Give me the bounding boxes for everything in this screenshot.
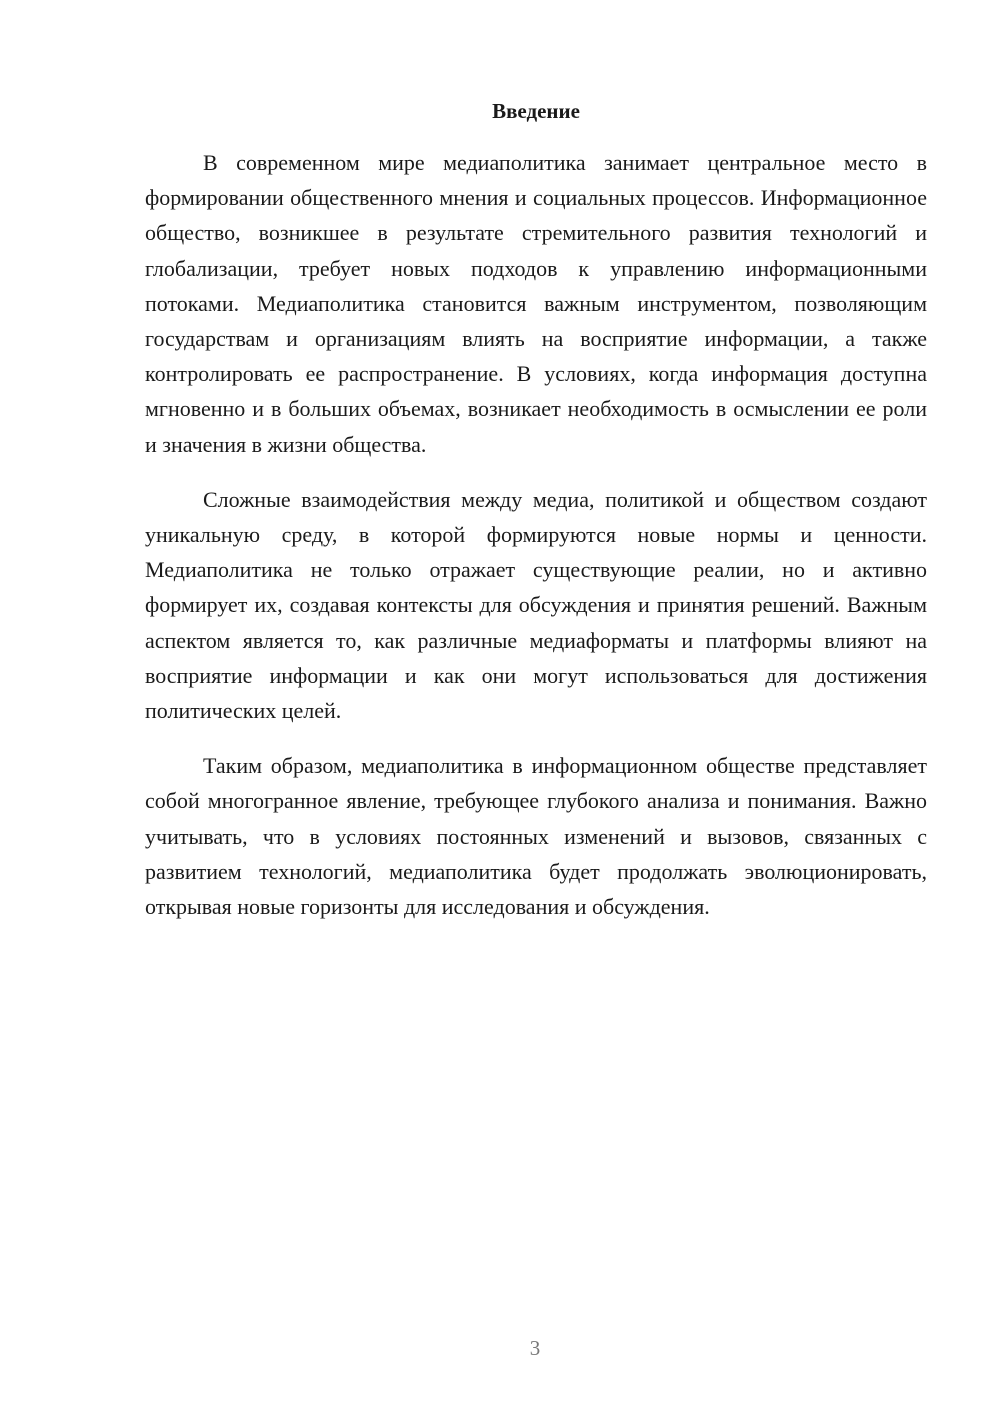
section-heading: Введение (492, 99, 580, 123)
paragraph-1: В современном мире медиаполитика занимает центральное место в формировании общественного мнения и социальных процессов. Информационное общество, возникшее в результате стремительного развития технологий и глобализации, требует новых подходов к управлению информационными потоками. Медиаполитика становится важным инструментом, позволяющим государствам и организациям влиять на восприятие информации, а также контролировать ее распространение. В условиях, когда информация доступна мгновенно и в больших объемах, возникает необходимость в осмыслении ее роли и значения в жизни общества. (145, 150, 927, 457)
paragraph-3: Таким образом, медиаполитика в информационном обществе представляет собой многогранное явление, требующее глубокого анализа и понимания. Важно учитывать, что в условиях постоянных изменений и вызовов, связанных с развитием технологий, медиаполитика будет продолжать эволюционировать, открывая новые горизонты для исследования и обсуждения. (145, 753, 927, 920)
page-number: 3 (529, 1336, 541, 1360)
page-content (145, 97, 927, 944)
paragraph-2: Сложные взаимодействия между медиа, политикой и обществом создают уникальную среду, в которой формируются новые нормы и ценности. Медиаполитика не только отражает существующие реалии, но и активно формирует их, создавая контексты для обсуждения и принятия решений. Важным аспектом является то, как различные медиаформаты и платформы влияют на восприятие информации и как они могут использоваться для достижения политических целей. (145, 486, 927, 724)
